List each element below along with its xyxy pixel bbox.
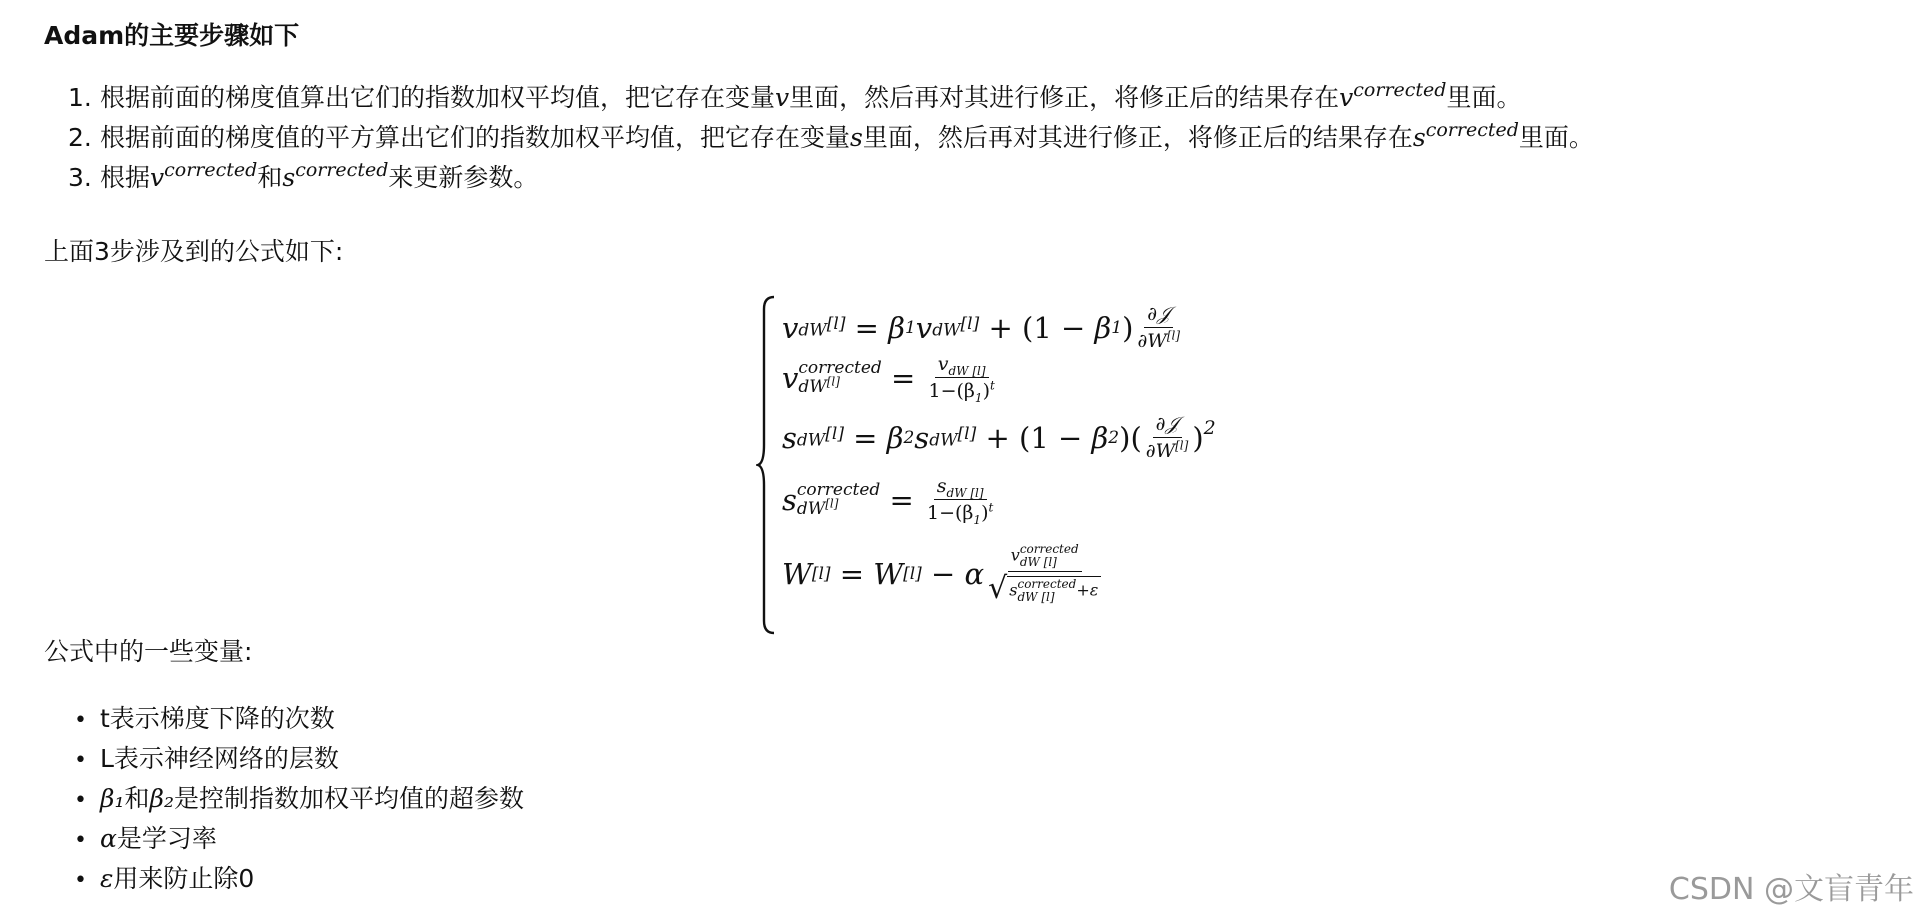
variable-text: 是学习率 (116, 824, 217, 853)
variables-intro: 公式中的一些变量: (44, 637, 253, 666)
variable-text: 和 (124, 784, 150, 813)
page-title: Adam的主要步骤如下 (44, 21, 300, 50)
list-number: 1. (68, 83, 92, 112)
bullet: • (74, 828, 87, 853)
list-item (68, 118, 1594, 158)
superscript-corrected: corrected (295, 159, 389, 181)
left-brace (756, 295, 778, 635)
variable-s: s (850, 123, 863, 152)
superscript-corrected: corrected (1353, 79, 1447, 101)
list-item (68, 158, 1594, 198)
step-text: 根据 (100, 163, 151, 192)
step-text: 里面，然后再对其进行修正，将修正后的结果存在 (862, 123, 1413, 152)
list-number: 3. (68, 163, 92, 192)
bullet: • (74, 788, 87, 813)
variable-text: 是控制指数加权平均值的超参数 (173, 784, 524, 813)
bullet: • (74, 868, 87, 893)
list-item (68, 78, 1594, 118)
bullet: • (74, 748, 87, 773)
step-text: 来更新参数。 (388, 163, 539, 192)
symbol-beta2: β₂ (149, 784, 174, 813)
variable-v: v (1339, 83, 1354, 112)
variables-list (74, 699, 524, 899)
superscript-corrected: corrected (1425, 119, 1519, 141)
formula-s-corrected: s corrected dW[l] = $\frac{s_{dW [l]}}{1-(\beta_1)^t}$ (782, 475, 994, 527)
variable-text: L表示神经网络的层数 (100, 744, 339, 773)
superscript-corrected: corrected (164, 159, 258, 181)
list-item (74, 739, 524, 779)
list-item (74, 779, 524, 819)
list-item (74, 699, 524, 739)
steps-list (68, 78, 1594, 198)
formula-w-update: W [l] = W [l] − α v corrected dW [l] √ s corrected dW [l] +ε (782, 543, 1105, 604)
symbol-epsilon: ε (100, 864, 114, 893)
variable-text: t表示梯度下降的次数 (100, 704, 335, 733)
list-item (74, 819, 524, 859)
variable-s: s (282, 163, 296, 192)
formula-block (756, 295, 1276, 635)
formula-s-update: s dW[l] = β 2 s dW[l] + ( 1 − β 2 )( $\frac{\text{∂𝒥}}{\partial W^{[l]}}$ ) $^2$ (782, 413, 1216, 462)
step-text: 和 (257, 163, 283, 192)
bullet: • (74, 708, 87, 733)
step-text: 根据前面的梯度值算出它们的指数加权平均值，把它存在变量 (100, 83, 776, 112)
watermark: CSDN @文盲青年 (1668, 872, 1914, 907)
formula-v-corrected: v corrected dW[l] = $\frac{v_{dW [l]}}{1-(\beta_1)^t}$ (782, 353, 995, 405)
step-text: 里面。 (1446, 83, 1522, 112)
symbol-beta1: β₁ (100, 784, 125, 813)
variable-v: v (775, 83, 790, 112)
variable-text: 用来防止除0 (113, 864, 255, 893)
formula-intro: 上面3步涉及到的公式如下: (44, 237, 344, 266)
formula-v-update: v dW[l] = β 1 v dW[l] + ( 1 − β 1 ) $\frac{\text{∂𝒥}}{\partial W^{[l]}}$ (782, 303, 1181, 352)
step-text: 里面，然后再对其进行修正，将修正后的结果存在 (789, 83, 1340, 112)
list-number: 2. (68, 123, 92, 152)
variable-v: v (150, 163, 165, 192)
variable-s: s (1412, 123, 1426, 152)
list-item (74, 859, 524, 899)
step-text: 根据前面的梯度值的平方算出它们的指数加权平均值，把它存在变量 (100, 123, 851, 152)
step-text: 里面。 (1518, 123, 1594, 152)
symbol-alpha: α (100, 824, 117, 853)
